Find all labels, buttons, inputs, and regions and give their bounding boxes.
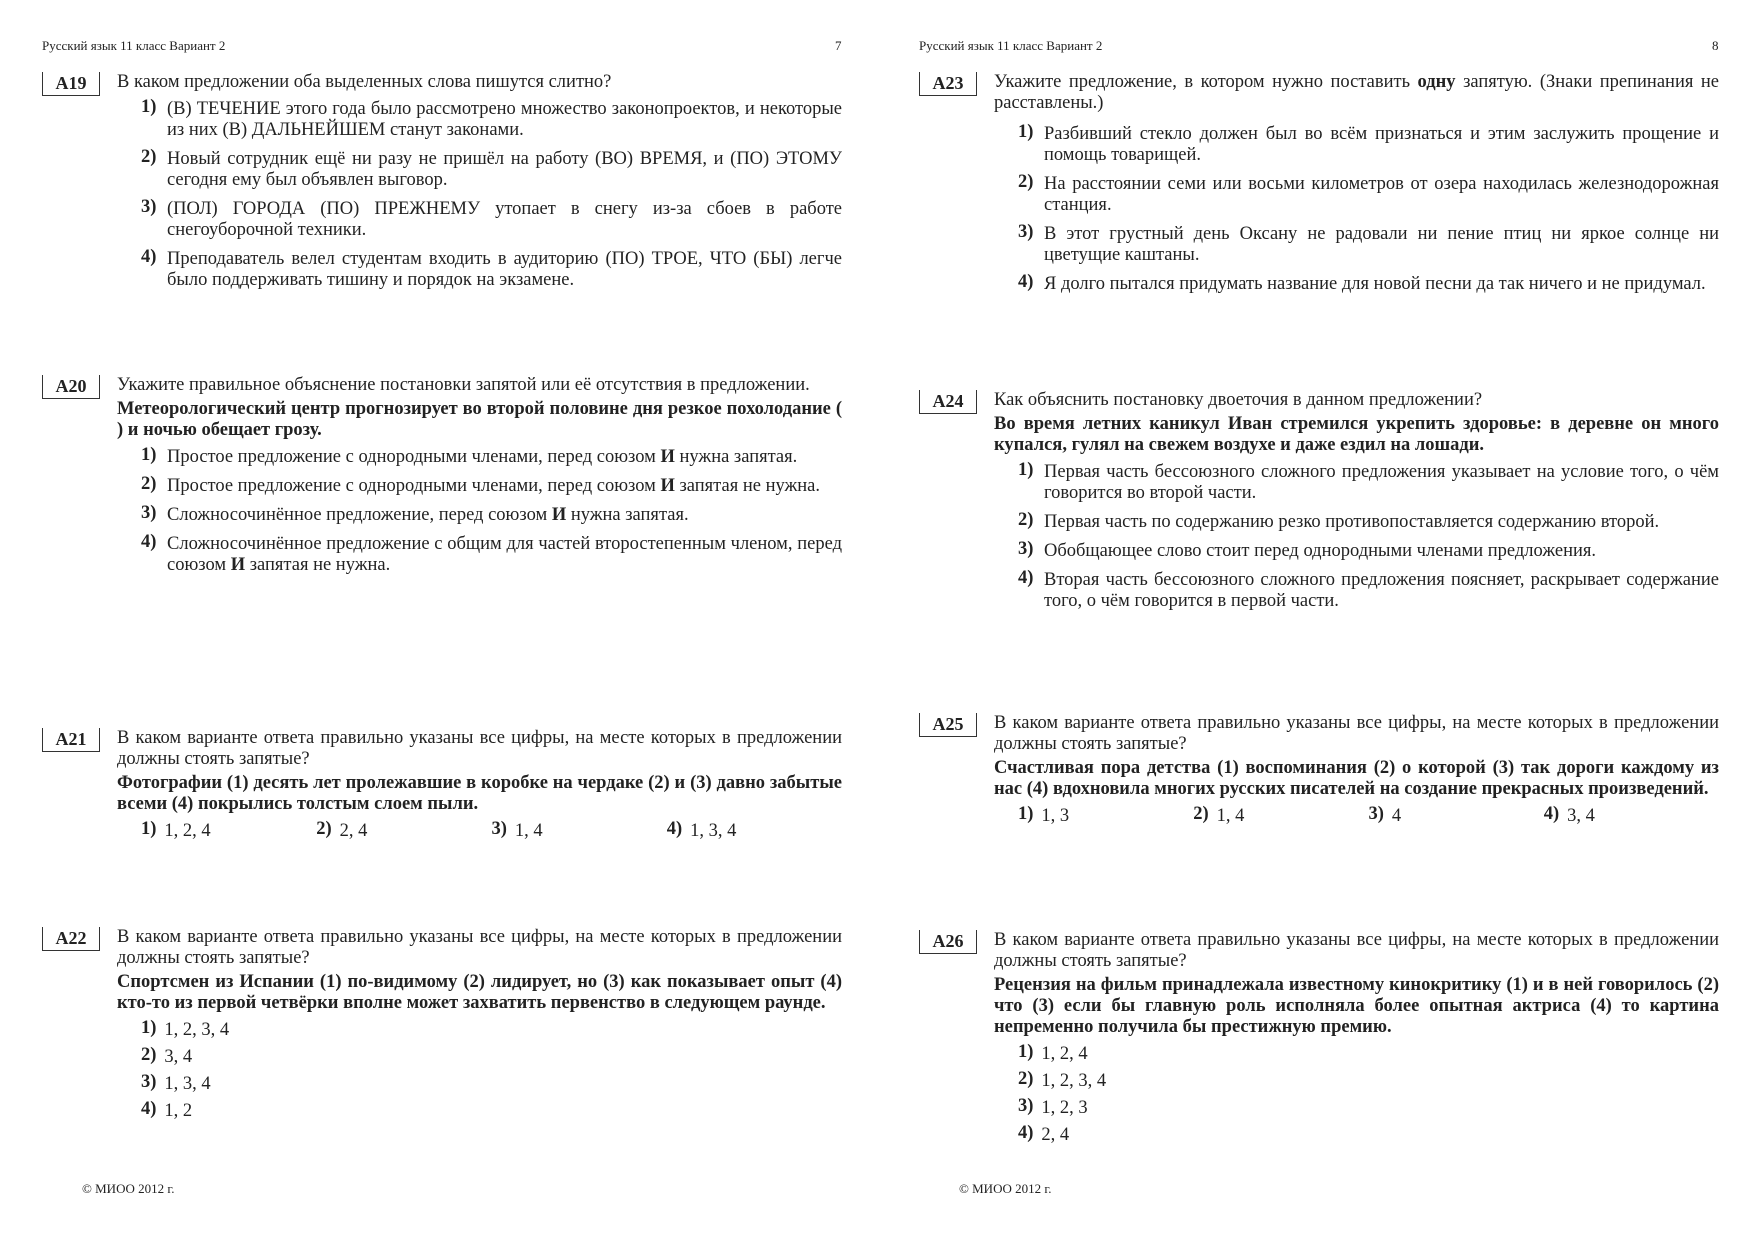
option: [141, 1047, 503, 1068]
option: [141, 1074, 503, 1095]
option-bold: И: [660, 476, 675, 496]
option-text: Обобщающее слово стоит перед однородными членами предложения.: [1044, 541, 1597, 561]
task-a24: [919, 390, 1719, 620]
option: [117, 534, 842, 576]
option-number: 4): [1018, 568, 1034, 588]
option: [1369, 806, 1544, 827]
option-number: 1): [141, 97, 157, 117]
task-sentence: Счастливая пора детства (1) воспоминания (2) о которой (3) так дороги каждому из нас (4) вдохновила многих русских писателей на создание прекрасных произведений.: [994, 758, 1719, 799]
option-number: 4): [1018, 1123, 1034, 1143]
task-id: A19: [42, 72, 100, 96]
option: [994, 512, 1719, 533]
task-a26: [919, 930, 1719, 1152]
option: [1018, 806, 1193, 827]
option-number: 4): [141, 1099, 157, 1119]
option-text: 3, 4: [164, 1047, 193, 1067]
option-number: 1): [1018, 1042, 1034, 1062]
option-number: 1): [141, 445, 157, 465]
option-bold: И: [551, 505, 567, 525]
option-text: (В) ТЕЧЕНИЕ этого года было рассмотрено множество законопроектов, и некоторые из них (В) ДАЛЬНЕЙШЕМ станут законами.: [167, 99, 842, 140]
option-bold: И: [230, 555, 246, 575]
task-id: A21: [42, 728, 100, 752]
question-text: Укажите правильное объяснение постановки запятой или её отсутствия в предложении.: [117, 375, 810, 395]
task-id: A22: [42, 927, 100, 951]
option: [994, 174, 1719, 216]
option-number: 2): [1018, 510, 1034, 530]
question-text: В каком варианте ответа правильно указаны все цифры, на месте которых в предложении должны стоять запятые?: [117, 927, 842, 968]
task-sentence: Спортсмен из Испании (1) по-видимому (2) лидирует, но (3) как показывает опыт (4) кто-то из первой четвёрки вполне может захватить первенство в следующем раунде.: [117, 972, 842, 1013]
option-number: 1): [141, 819, 157, 839]
right-page: [877, 0, 1754, 1239]
option-text: 1, 3: [1041, 806, 1070, 826]
option-text: 1, 2, 3: [1041, 1098, 1088, 1118]
option-text: запятая не нужна.: [245, 555, 391, 575]
option-text: 2, 4: [1041, 1125, 1070, 1145]
option-number: 1): [1018, 460, 1034, 480]
option-number: 3): [1018, 539, 1034, 559]
option: [141, 1020, 503, 1041]
option: [994, 570, 1719, 612]
option: [994, 462, 1719, 504]
option: [994, 541, 1719, 562]
question-text: [994, 72, 1719, 114]
question-text: В каком предложении оба выделенных слова пишутся слитно?: [117, 72, 612, 92]
question-bold: одну: [1417, 72, 1456, 92]
option: [1018, 1071, 1380, 1092]
option-text: Простое предложение с однородными членами, перед союзом: [167, 447, 661, 467]
question-text: В каком варианте ответа правильно указаны все цифры, на месте которых в предложении должны стоять запятые?: [117, 728, 842, 769]
option-text: 4: [1391, 806, 1402, 826]
option: [117, 149, 842, 191]
task-sentence: Метеорологический центр прогнозирует во второй половине дня резкое похолодание ( ) и ночью обещает грозу.: [117, 399, 842, 440]
option-text: На расстоянии семи или восьми километров от озера находилась железнодорожная станция.: [1044, 174, 1719, 215]
option: [117, 199, 842, 241]
task-sentence: Фотографии (1) десять лет пролежавшие в коробке на чердаке (2) и (3) давно забытые всеми (4) покрылись толстым слоем пыли.: [117, 773, 842, 814]
option: [141, 1101, 503, 1122]
option-number: 2): [141, 1045, 157, 1065]
option-number: 3): [1018, 222, 1034, 242]
option: [117, 447, 842, 468]
option-text: В этот грустный день Оксану не радовали ни пение птиц ни яркое солнце ни цветущие каштаны.: [1044, 224, 1719, 265]
option-text: 1, 4: [1216, 806, 1245, 826]
task-a23: [919, 72, 1719, 303]
option-number: 4): [1018, 272, 1034, 292]
option-text: 1, 2, 4: [164, 821, 211, 841]
option-number: 2): [1193, 804, 1209, 824]
option-number: 1): [1018, 122, 1034, 142]
option-number: 3): [141, 1072, 157, 1092]
question-text: Как объяснить постановку двоеточия в данном предложении?: [994, 390, 1483, 410]
option-number: 4): [1543, 804, 1560, 824]
option: [994, 124, 1719, 166]
option: [1193, 806, 1368, 827]
option: [492, 821, 667, 842]
task-a19: [42, 72, 842, 299]
option-text: Вторая часть бессоюзного сложного предложения поясняет, раскрывает содержание того, о чём говорится в первой части.: [1044, 570, 1719, 611]
task-id: A26: [919, 930, 977, 954]
option-number: 3): [1018, 1096, 1034, 1116]
option: [141, 821, 316, 842]
question-text: В каком варианте ответа правильно указаны все цифры, на месте которых в предложении должны стоять запятые?: [994, 713, 1719, 754]
option-text: Первая часть бессоюзного сложного предложения указывает на условие того, о чём говорится во второй части.: [1044, 462, 1719, 503]
footer: © МИОО 2012 г.: [82, 1181, 175, 1196]
option: [316, 821, 491, 842]
task-a22: [42, 927, 842, 1128]
option-text: Я долго пытался придумать название для новой песни да так ничего и не придумал.: [1044, 274, 1706, 294]
option-bold: И: [660, 447, 675, 467]
option: [994, 274, 1719, 295]
option-text: нужна запятая.: [566, 505, 689, 525]
option-number: 2): [1018, 1069, 1034, 1089]
option-text: Новый сотрудник ещё ни разу не пришёл на работу (ВО) ВРЕМЯ, и (ПО) ЭТОМУ сегодня ему был объявлен выговор.: [167, 149, 842, 190]
question-text: В каком варианте ответа правильно указаны все цифры, на месте которых в предложении должны стоять запятые?: [994, 930, 1719, 971]
option-text: 2, 4: [339, 821, 368, 841]
option-number: 2): [141, 147, 157, 167]
footer: © МИОО 2012 г.: [959, 1181, 1052, 1196]
option-text: Сложносочинённое предложение, перед союзом: [167, 505, 552, 525]
option-text: (ПОЛ) ГОРОДА (ПО) ПРЕЖНЕМУ утопает в снегу из-за сбоев в работе снегоуборочной техники.: [167, 199, 842, 240]
option-number: 3): [491, 819, 507, 839]
page-number: 7: [835, 38, 842, 53]
task-id: A24: [919, 390, 977, 414]
option-number: 4): [141, 247, 157, 267]
option-text: запятая не нужна.: [674, 476, 821, 496]
option: [117, 99, 842, 141]
option-number: 2): [316, 819, 332, 839]
option-number: 3): [141, 503, 157, 523]
task-sentence: Рецензия на фильм принадлежала известному кинокритику (1) и в ней говорилось (2) что (3) если бы главную роль исполняла более опытная актриса (4) то картина непременно получила бы престижную премию.: [994, 975, 1719, 1037]
page-number: 8: [1712, 38, 1719, 53]
option-text: 1, 3, 4: [164, 1074, 211, 1094]
option-text: 1, 2, 3, 4: [1041, 1071, 1107, 1091]
option-number: 2): [1018, 172, 1034, 192]
option-number: 3): [1368, 804, 1384, 824]
header-title: Русский язык 11 класс Вариант 2: [919, 38, 1103, 53]
option: [1018, 1044, 1380, 1065]
option-text: Преподаватель велел студентам входить в аудиторию (ПО) ТРОЕ, ЧТО (БЫ) легче было поддерживать тишину и порядок на экзамене.: [167, 249, 842, 290]
option: [117, 476, 842, 497]
option-text: Разбивший стекло должен был во всём признаться и этим заслужить прощение и помощь товарищей.: [1044, 124, 1719, 165]
option-text: 1, 2, 3, 4: [164, 1020, 230, 1040]
option-text: нужна запятая.: [674, 447, 798, 467]
question-text-part: Укажите предложение, в котором нужно поставить: [994, 72, 1418, 92]
option: [117, 505, 842, 526]
option-text: Первая часть по содержанию резко противопоставляется содержанию второй.: [1044, 512, 1660, 532]
option: [117, 249, 842, 291]
option-number: 3): [141, 197, 157, 217]
option: [1018, 1125, 1380, 1146]
task-id: A20: [42, 375, 100, 399]
question-text-part: запятую. (Знаки препинания не расставлены.): [994, 72, 1719, 113]
task-id: A23: [919, 72, 977, 96]
option: [667, 821, 842, 842]
task-a25: [919, 713, 1719, 827]
option-number: 2): [141, 474, 157, 494]
option-text: 1, 2, 4: [1041, 1044, 1088, 1064]
task-sentence: Во время летних каникул Иван стремился укрепить здоровье: в деревне он много купался, гулял на свежем воздухе и даже ездил на лошади.: [994, 414, 1719, 455]
option: [1544, 806, 1719, 827]
option-text: Простое предложение с однородными членами, перед союзом: [167, 476, 661, 496]
option-text: 3, 4: [1567, 806, 1595, 826]
task-id: A25: [919, 713, 977, 737]
option-number: 4): [666, 819, 683, 839]
task-a21: [42, 728, 842, 842]
option-number: 4): [141, 532, 157, 552]
option-text: 1, 4: [514, 821, 543, 841]
option: [1018, 1098, 1380, 1119]
option-text: 1, 3, 4: [690, 821, 737, 841]
task-a20: [42, 375, 842, 584]
option-text: 1, 2: [164, 1101, 193, 1121]
header-title: Русский язык 11 класс Вариант 2: [42, 38, 226, 53]
option: [994, 224, 1719, 266]
option-number: 1): [1018, 804, 1034, 824]
option-text: Сложносочинённое предложение с общим для частей второстепенным членом, перед союзом: [167, 534, 842, 575]
option-number: 1): [141, 1018, 157, 1038]
